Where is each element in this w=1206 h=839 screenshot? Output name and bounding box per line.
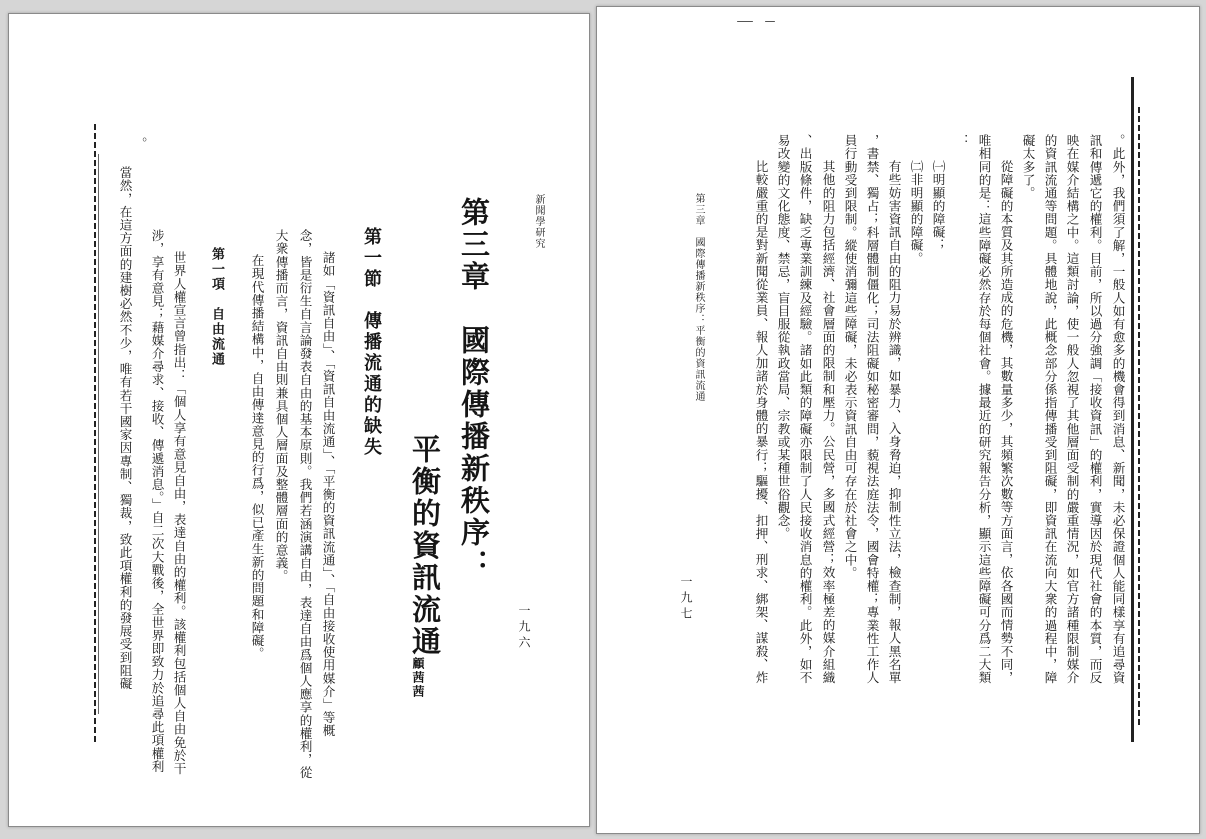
body-line: 大衆傳播而言，資訊自由則兼具個人層面及整體層面的意義。 [273, 229, 289, 583]
chapter-subtitle: 平衡的資訊流通 [408, 434, 442, 658]
binding-edge-line [98, 154, 99, 714]
body-line: 。此外，我們須了解，一般人如有愈多的機會得到消息、新聞，未必保證個人能同樣享有追尋資 [1110, 134, 1126, 685]
scan-speck [737, 21, 753, 22]
author-name: 顧茜茜 [411, 657, 425, 699]
item-title: 第一項 自由流通 [209, 247, 224, 367]
scan-speck [765, 21, 775, 22]
left-page [8, 13, 590, 827]
body-line: 當然，在這方面的建樹必然不少，唯有若干國家因專制、獨裁，致此項權利的發展受到阻礙 [117, 166, 133, 690]
section-title: 第一節 傳播流通的缺失 [361, 227, 382, 458]
body-line: 易改變的文化態度、禁忌，盲目服從執政當局、宗教或某種世俗觀念。 [775, 134, 791, 541]
body-line: 、出版條件，缺乏專業訓練及經驗。諸如此類的障礙亦限制了人民接收消息的權利。此外，如不 [797, 134, 813, 685]
body-line: 。 [132, 137, 148, 151]
body-line: 在現代傳播結構中，自由傳達意見的行爲，似已產生新的問題和障礙。 [249, 254, 265, 661]
body-line: 世界人權宣言曾指出：「個人享有意見自由，表達自由的權利。該權利包括個人自由免於干 [171, 251, 187, 775]
binding-edge-shadow [1138, 107, 1140, 727]
body-line: 訊和傳遞它的權利。目前，所以過分強調「接收資訊」的權利，實導因於現代社會的本質，而反 [1087, 134, 1103, 685]
body-line: 礙太多了。 [1020, 134, 1036, 200]
running-footer: 第三章 國際傳播新秩序：平衡的資訊流通 [693, 193, 704, 402]
body-line: 涉，享有意見；藉媒介尋求、接收、傳遞消息。」自二次大戰後，全世界即致力於追尋此項權利 [149, 229, 165, 773]
body-line: 比較嚴重的是對新聞從業員、報人加諸於身體的暴行；驅擾、扣押、刑求、綁架、謀殺、炸 [753, 160, 769, 684]
body-line: ㈡非明顯的障礙。 [908, 160, 924, 265]
body-line: 有些妨害資訊自由的阻力易於辨識，如暴力、入身脅迫，抑制性立法，檢查制，報人黑名單 [886, 160, 902, 684]
binding-edge-line [1131, 77, 1134, 742]
body-line: 念，皆是衍生自言論發表自由的基本原則。我們若涵演講自由，表達自由爲個人應享的權利，從 [297, 229, 313, 780]
body-line: ： [954, 134, 970, 148]
body-line: 員行動受到限制。縱使消彌這些障礙，未必表示資訊自由可存在於社會之中。 [842, 134, 858, 580]
body-line: 的資訊流通等問題。具體地說，此概念部分係指傳播受到阻礙，即資訊在流向大衆的過程中，障 [1042, 134, 1058, 685]
body-line: 從障礙的本質及其所造成的危機，其數量多少，其頻繁次數等方面言，依各國而情勢不同， [998, 160, 1014, 684]
body-line: 映在媒介結構之中。這類討論，使一般人忽視了其他層面受制的嚴重情況，如官方諸種限制媒介 [1064, 134, 1080, 685]
running-header: 新聞學研究 [533, 194, 544, 249]
page-number: 一九六 [517, 604, 531, 652]
body-line: ，書禁、獨占；科層體制僵化；司法阻礙如秘密審問，藐視法庭法令，國會特權；專業性工作人 [864, 134, 880, 685]
body-line: ㈠明顯的障礙； [930, 160, 946, 252]
body-line: 其他的阻力包括經濟、社會層面的限制和壓力。公民營，多國式經營；效率極差的媒介組織 [820, 160, 836, 684]
right-page [596, 6, 1200, 834]
binding-edge-shadow [94, 124, 96, 744]
body-line: 唯相同的是：這些障礙必然存於每個社會。據最近的研究報告分析，顯示這些障礙可分爲二大類 [976, 134, 992, 685]
chapter-title: 第三章 國際傳播新秩序： [457, 197, 491, 581]
page-number: 一九七 [679, 575, 693, 623]
body-line: 諸如「資訊自由」、「資訊自由流通」、「平衡的資訊流通」、「自由接收使用媒介」等概 [320, 251, 336, 738]
